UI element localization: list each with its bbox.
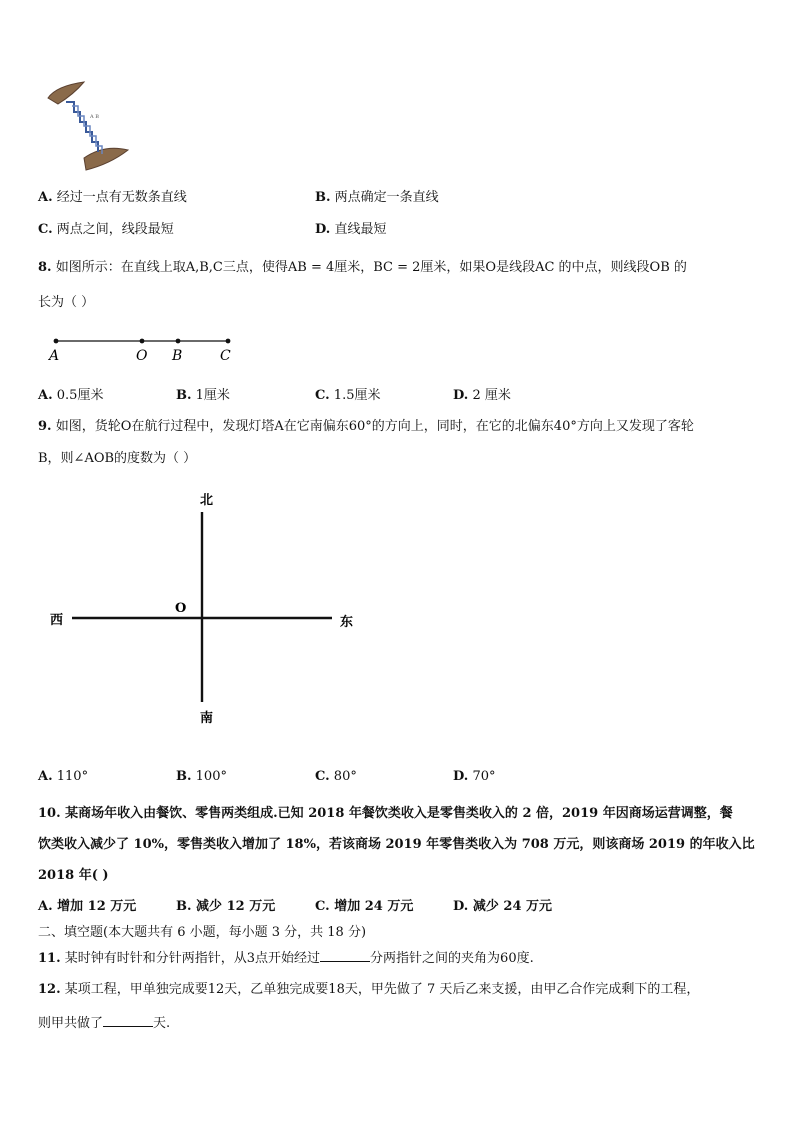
- section-heading-text: 二、填空题(本大题共有 6 小题，每小题 3 分，共 18 分): [38, 925, 367, 940]
- north-label: 北: [200, 493, 214, 508]
- q9-stem-line1: [38, 415, 694, 434]
- q9-option-c: [315, 769, 357, 784]
- option-text: 增加 12 万元: [57, 899, 137, 914]
- point-o: [140, 339, 145, 344]
- option-text: 增加 24 万元: [334, 899, 414, 914]
- option-key: A.: [38, 388, 53, 403]
- q10-stem-line2: [38, 833, 755, 852]
- option-text: 80°: [333, 769, 357, 784]
- q7-option-c: [38, 218, 174, 237]
- question-number: 10.: [38, 806, 61, 821]
- compass-figure: [44, 488, 364, 728]
- point-a: [54, 339, 59, 344]
- option-text: 两点确定一条直线: [334, 190, 439, 205]
- option-text: 两点之间，线段最短: [56, 222, 174, 237]
- origin-label: O: [175, 601, 187, 616]
- option-key: D.: [453, 769, 469, 784]
- question-text: 长为（ ）: [38, 295, 95, 310]
- question-number: 12.: [38, 982, 61, 997]
- option-key: B.: [176, 769, 192, 784]
- label-a: A: [49, 348, 60, 364]
- option-text: 减少 24 万元: [472, 899, 553, 914]
- option-key: A.: [38, 190, 53, 205]
- option-text: 直线最短: [334, 222, 387, 237]
- question-text: 饮类收入减少了 10%，零售类收入增加了 18%，若该商场 2019 年零售类收入为 708 万元，则该商场 2019 的年收入比: [38, 837, 755, 852]
- option-text: 1厘米: [195, 388, 230, 403]
- q9-stem-line2: [38, 447, 196, 466]
- answer-blank[interactable]: [320, 949, 370, 962]
- option-key: C.: [315, 769, 330, 784]
- question-number: 8.: [38, 260, 52, 275]
- q10-option-a: [38, 895, 136, 914]
- option-key: D.: [453, 899, 469, 914]
- q9-option-d: [453, 769, 496, 784]
- q10-option-b: [176, 895, 275, 914]
- section-heading: [38, 921, 366, 940]
- option-key: C.: [38, 222, 53, 237]
- option-text: 1.5厘米: [333, 388, 381, 403]
- option-key: D.: [315, 222, 331, 237]
- q9-option-a: [38, 769, 88, 784]
- q8-option-a: [38, 384, 103, 403]
- label-b: B: [172, 348, 183, 364]
- question-number: 9.: [38, 419, 52, 434]
- q9-option-b: [176, 769, 227, 784]
- question-text-after: 分两指针之间的夹角为60度.: [370, 951, 534, 966]
- option-key: B.: [176, 388, 192, 403]
- question-text-before: 某时钟有时针和分针两指针，从3点开始经过: [64, 951, 321, 966]
- question-number: 11.: [38, 951, 61, 966]
- q10-option-d: [453, 895, 552, 914]
- question-text: 2018 年( ): [38, 868, 109, 883]
- question-text: B，则∠AOB的度数为（ ）: [38, 451, 197, 466]
- question-text: 如图所示：在直线上取A,B,C三点，使得AB = 4厘米，BC = 2厘米，如果O是线段AC 的中点，则线段OB 的: [55, 260, 687, 275]
- option-key: D.: [453, 388, 469, 403]
- segment-figure: [40, 332, 250, 364]
- option-key: C.: [315, 388, 330, 403]
- q10-option-c: [315, 895, 413, 914]
- question-text: 如图，货轮O在航行过程中，发现灯塔A在它南偏东60°的方向上，同时，在它的北偏东40°方向上又发现了客轮: [55, 419, 694, 434]
- q7-option-a: [38, 186, 187, 205]
- option-key: A.: [38, 899, 53, 914]
- svg-text:A B: A B: [90, 114, 99, 120]
- option-text: 100°: [195, 769, 227, 784]
- option-key: B.: [315, 190, 331, 205]
- question-text-after: 天.: [153, 1016, 171, 1031]
- q12-stem-line1: [38, 978, 699, 997]
- q7-option-b: [315, 186, 439, 205]
- label-c: C: [220, 348, 231, 364]
- option-text: 70°: [472, 769, 496, 784]
- q8-option-c: [315, 384, 380, 403]
- q12-stem-line2: [38, 1012, 170, 1031]
- option-text: 0.5厘米: [56, 388, 104, 403]
- point-c: [226, 339, 231, 344]
- option-text: 减少 12 万元: [196, 899, 276, 914]
- option-key: A.: [38, 769, 53, 784]
- point-b: [176, 339, 181, 344]
- q11-stem: [38, 947, 534, 966]
- question-text: 某项工程，甲单独完成要12天，乙单独完成要18天，甲先做了 7 天后乙来支援，由甲乙合作完成剩下的工程，: [64, 982, 700, 997]
- label-o: O: [136, 348, 148, 364]
- east-label: 东: [340, 615, 354, 630]
- option-text: 经过一点有无数条直线: [56, 190, 187, 205]
- option-text: 110°: [56, 769, 89, 784]
- option-key: C.: [315, 899, 330, 914]
- question-text: 某商场年收入由餐饮、零售两类组成.已知 2018 年餐饮类收入是零售类收入的 2 倍，2019 年因商场运营调整，餐: [65, 806, 733, 821]
- q7-option-d: [315, 218, 387, 237]
- staircase-illustration: [44, 80, 130, 172]
- option-key: B.: [176, 899, 192, 914]
- q10-stem-line3: [38, 864, 109, 883]
- option-text: 2 厘米: [472, 388, 511, 403]
- q10-stem-line1: [38, 802, 733, 821]
- answer-blank[interactable]: [103, 1014, 153, 1027]
- q8-stem-line2: [38, 291, 94, 310]
- west-label: 西: [50, 613, 64, 628]
- question-text-before: 则甲共做了: [38, 1016, 104, 1031]
- q8-stem-line1: [38, 256, 687, 275]
- q8-option-b: [176, 384, 230, 403]
- q8-option-d: [453, 384, 511, 403]
- south-label: 南: [200, 711, 214, 726]
